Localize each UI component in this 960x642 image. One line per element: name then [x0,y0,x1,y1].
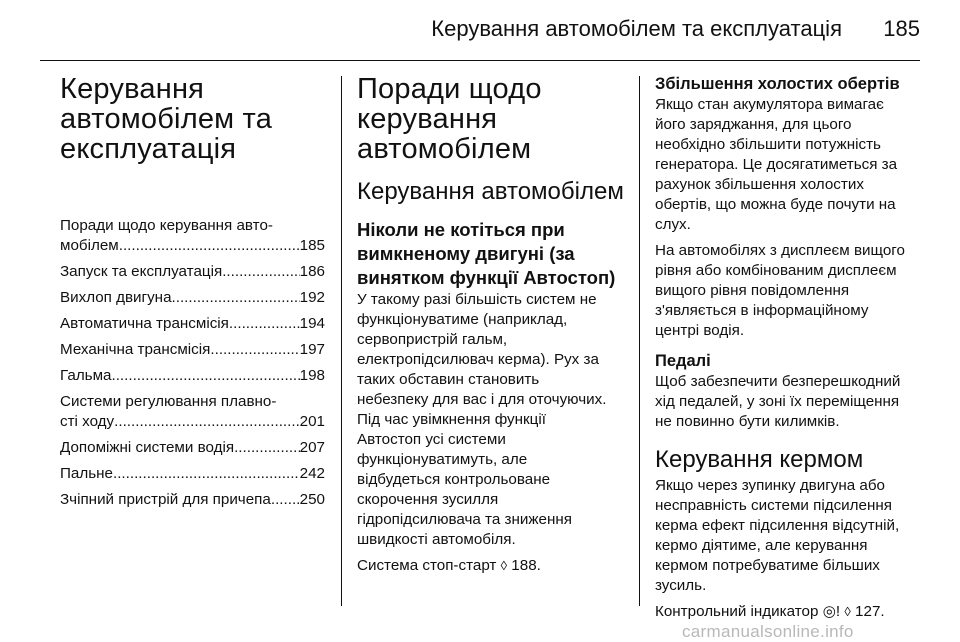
heading-pedals: Педалі [655,352,711,370]
warning-heading: Ніколи не котіться при вимкненому двигуні (за винятком функції Автостоп) [357,219,616,288]
toc-item[interactable]: Системи регулювання плавно- сті ходу ..... 201 [60,392,325,432]
paragraph: Щоб забезпечити безперешкодний хід педалей, у зоні їх переміщення не повинно бути килимків. [655,373,901,430]
steering-warning-icon: ◎! [822,603,841,620]
paragraph: У такому разі більшість систем не функціонуватиме (наприклад, сервопристрій гальм, електропідсилювач керма). Рух за таких обставин становить небезпеку для вас і для оточуючих. Під час увімкнення функції Автостоп усі системи функціонуватимуть, але відбудеться контрольоване скорочення зусилля гідропідсилювача та зниження швидкості автомобіля. [357,291,607,548]
reference-link[interactable]: 188. [511,557,541,574]
toc-item[interactable]: Поради щодо керування авто- мобілем ..... 185 [60,216,325,256]
column-divider-1 [341,76,342,606]
section-title: Поради щодо керування автомобілем [357,73,542,165]
toc-item[interactable]: Зчіпний пристрій для причепа ..... 250 [60,490,325,510]
toc-item[interactable]: Гальма ..... 198 [60,366,325,386]
chapter-title: Керування автомобілем та експлуатація [60,73,273,165]
running-title: Керування автомобілем та експлуатація [431,16,842,41]
toc-item[interactable]: Пальне ..... 242 [60,464,325,484]
column-divider-2 [639,76,640,606]
subsection-title: Керування автомобілем [357,178,624,205]
reference-arrow-icon: ◊ [844,604,851,619]
heading-idle-speed: Збільшення холостих обертів [655,75,900,93]
paragraph: Якщо через зупинку двигуна або несправність системи підсилення керма ефект підсилення відсутній, кермо діятиме, але керування кермом потребуватиме більших зусиль. [655,477,900,594]
page-number: 185 [883,16,920,41]
toc-item[interactable]: Допоміжні системи водія ..... 207 [60,438,325,458]
reference-arrow-icon: ◊ [500,558,508,573]
toc-item[interactable]: Механічна трансмісія ..... 197 [60,340,325,360]
toc-item[interactable]: Вихлоп двигуна ..... 192 [60,288,325,308]
toc-item[interactable]: Автоматична трансмісія ..... 194 [60,314,325,334]
subsection-title: Керування кермом [655,446,864,473]
column-toc [60,74,325,516]
column-driving-hints [357,74,629,576]
toc-item[interactable]: Запуск та експлуатація ..... 186 [60,262,325,282]
indicator-reference: Контрольний індикатор ◎! ◊ 127. [655,603,885,620]
cross-reference: Система стоп-старт ◊ 188. [357,557,541,574]
page-header [0,0,960,60]
paragraph: Якщо стан акумулятора вимагає його заряджання, для цього необхідно збільшити потужність генератора. Це досягатиметься за рахунок збільшення холостих обертів, що можна буде почути на слух. [655,96,898,233]
header-rule [40,60,920,61]
watermark: carmanualsonline.info [682,622,854,641]
column-idle-pedals-steering [655,74,925,622]
paragraph: На автомобілях з дисплеєм вищого рівня або комбінованим дисплеєм вищого рівня повідомлення з'являється в інформаційному центрі водія. [655,242,905,339]
reference-link[interactable]: 127. [855,603,885,620]
table-of-contents [60,216,325,510]
